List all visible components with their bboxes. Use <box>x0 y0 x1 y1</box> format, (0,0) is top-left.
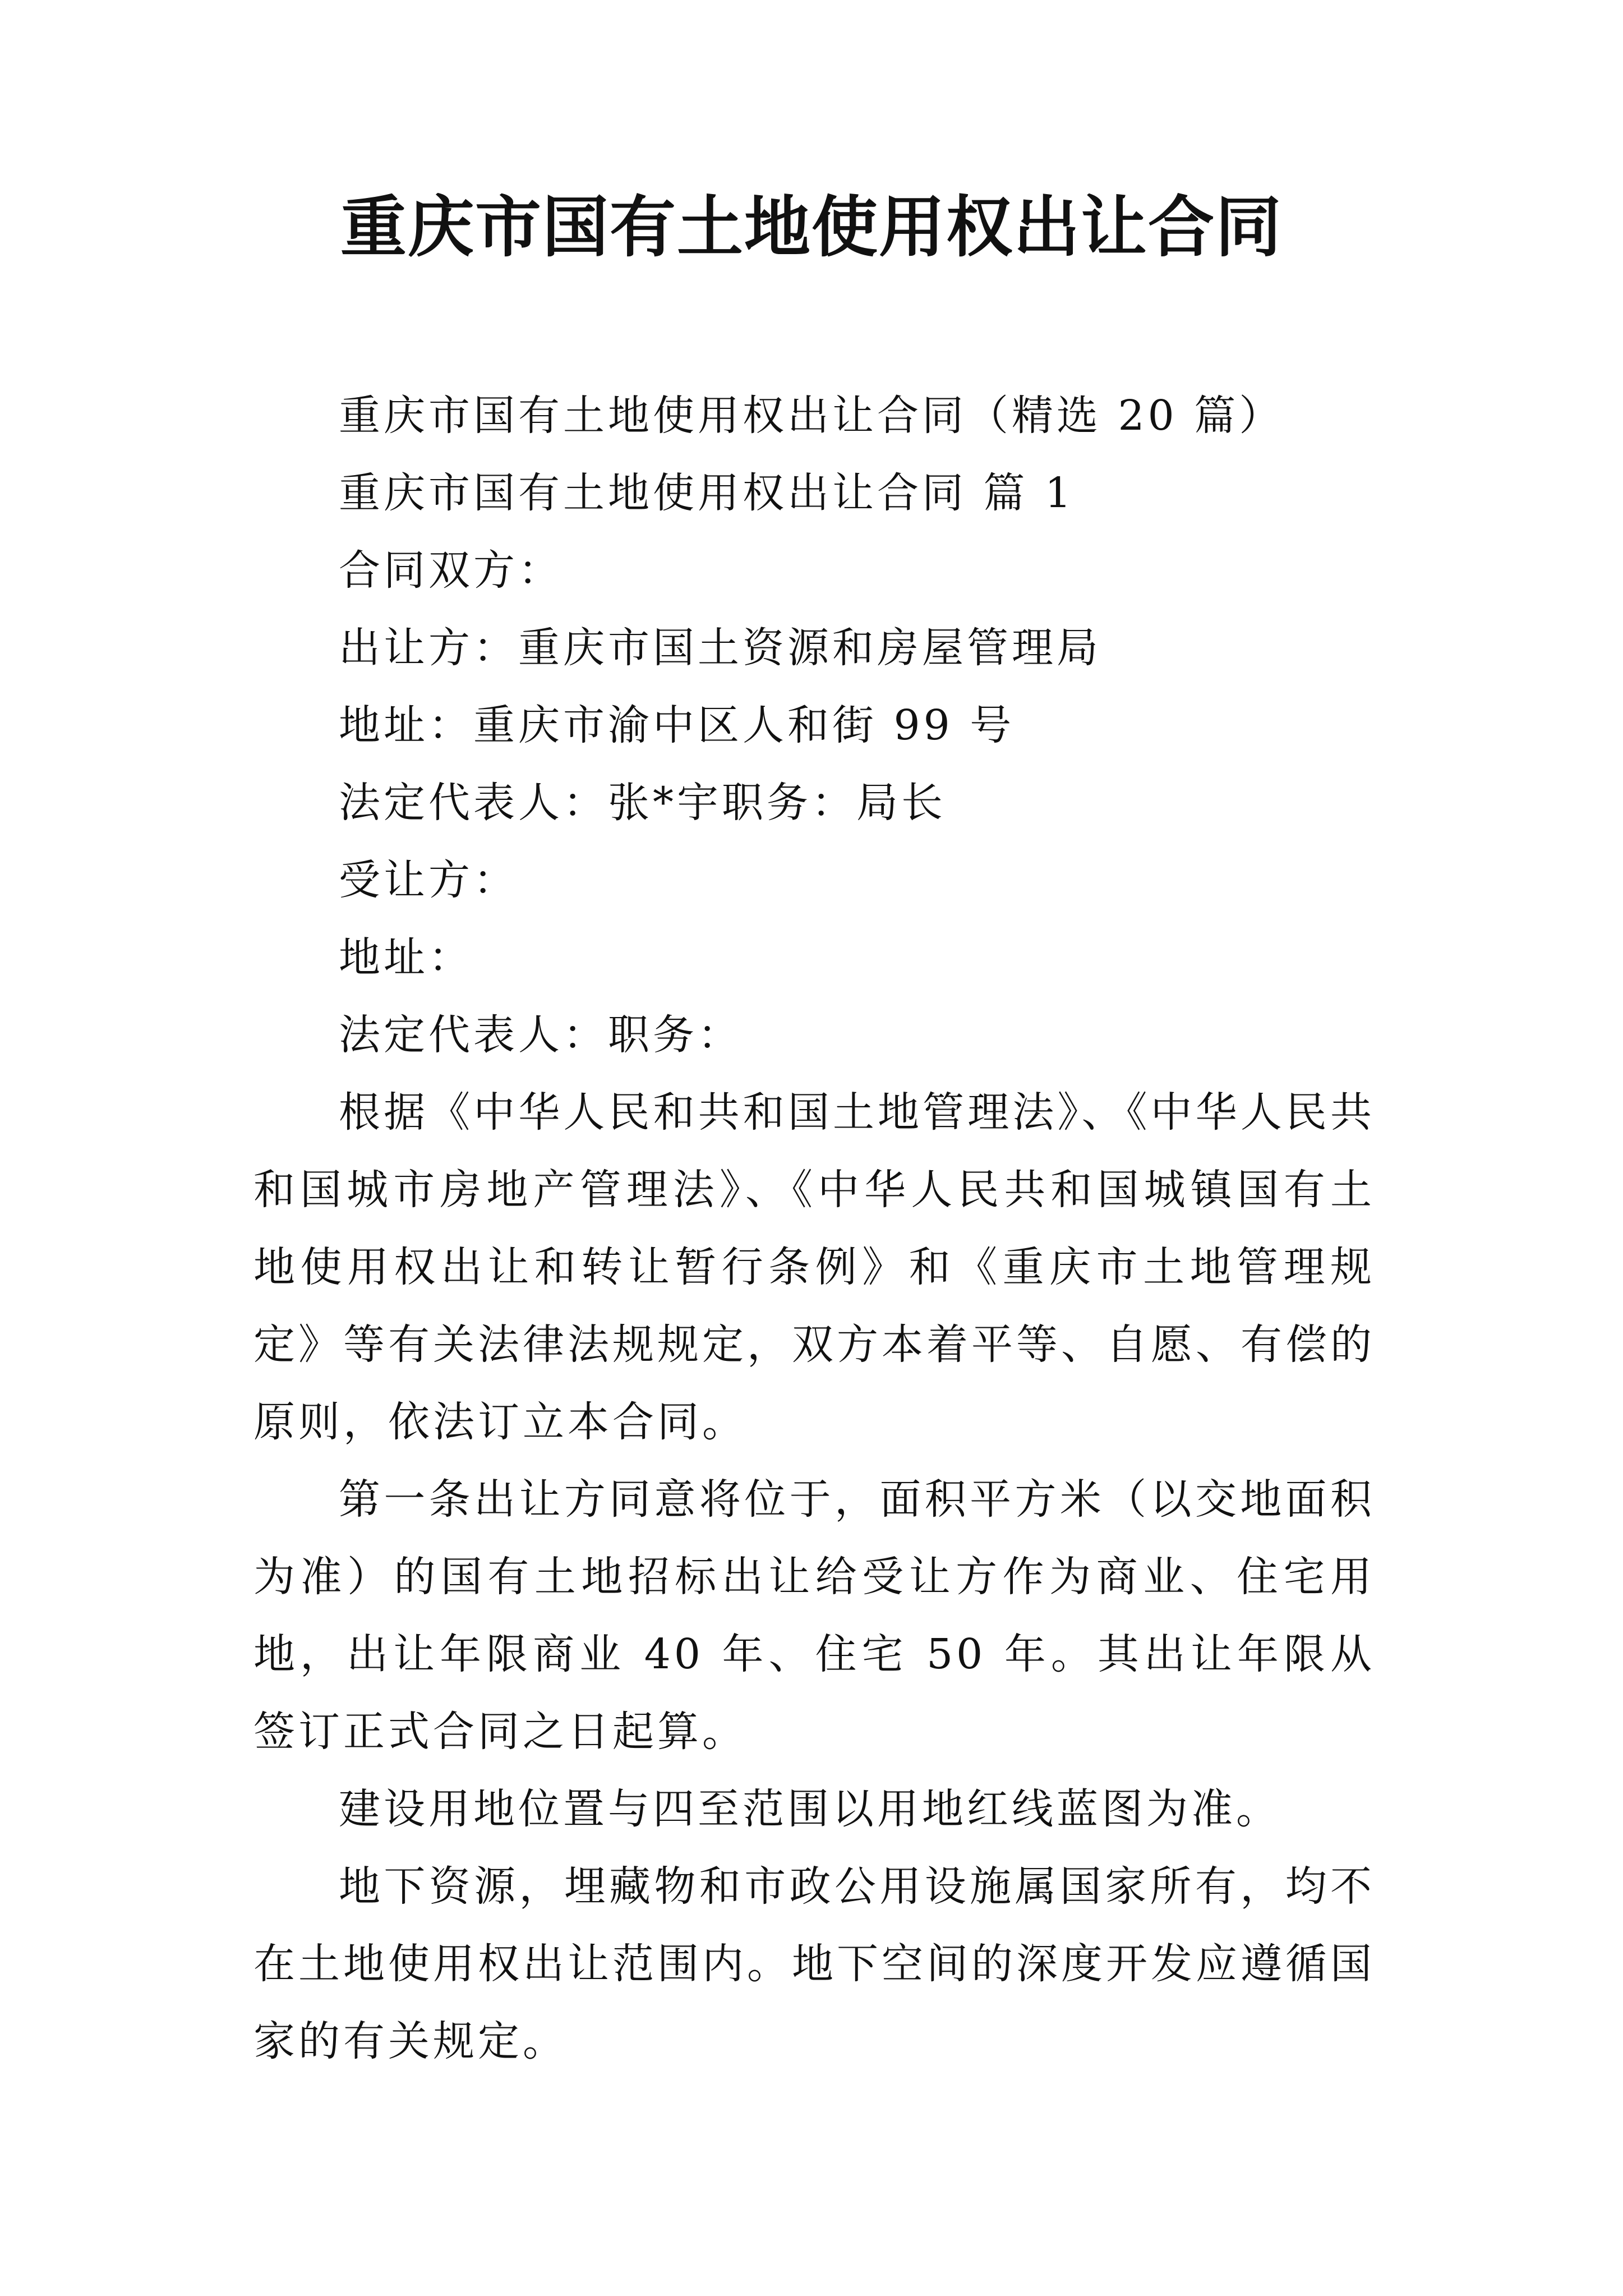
grantor-representative-line: 法定代表人：张*宇职务：局长 <box>339 779 946 827</box>
section-heading: 重庆市国有土地使用权出让合同 篇 1 <box>339 469 1075 517</box>
preamble-paragraph: 根据《中华人民和共和国土地管理法》、《中华人民共和国城市房地产管理法》、《中华人民共和国城镇国有土地使用权出让和转让暂行条例》和《重庆市土地管理规定》等有关法律法规规定，双方本着平等、自愿、有偿的原则，依法订立本合同。 <box>253 1088 1375 1446</box>
underground-resources-paragraph: 地下资源，埋藏物和市政公用设施属国家所有，均不在土地使用权出让范围内。地下空间的深度开发应遵循国家的有关规定。 <box>253 1862 1375 2065</box>
parties-label: 合同双方： <box>339 546 563 595</box>
grantee-line: 受让方： <box>339 856 518 904</box>
article-one-paragraph: 第一条出让方同意将位于，面积平方米（以交地面积为准）的国有土地招标出让给受让方作为商业、住宅用地，出让年限商业 40 年、住宅 50 年。其出让年限从签订正式合同之日起算。 <box>253 1475 1375 1756</box>
grantor-line: 出让方：重庆市国土资源和房屋管理局 <box>339 624 1101 672</box>
grantee-address-line: 地址： <box>339 933 473 982</box>
grantor-address-line: 地址：重庆市渝中区人和街 99 号 <box>339 701 1015 749</box>
document-title: 重庆市国有土地使用权出让合同 <box>340 188 1283 266</box>
grantee-representative-line: 法定代表人：职务： <box>339 1011 743 1059</box>
document-body <box>253 377 1375 2080</box>
site-boundary-paragraph: 建设用地位置与四至范围以用地红线蓝图为准。 <box>339 1785 1281 1833</box>
subtitle-line: 重庆市国有土地使用权出让合同（精选 20 篇） <box>339 392 1284 440</box>
